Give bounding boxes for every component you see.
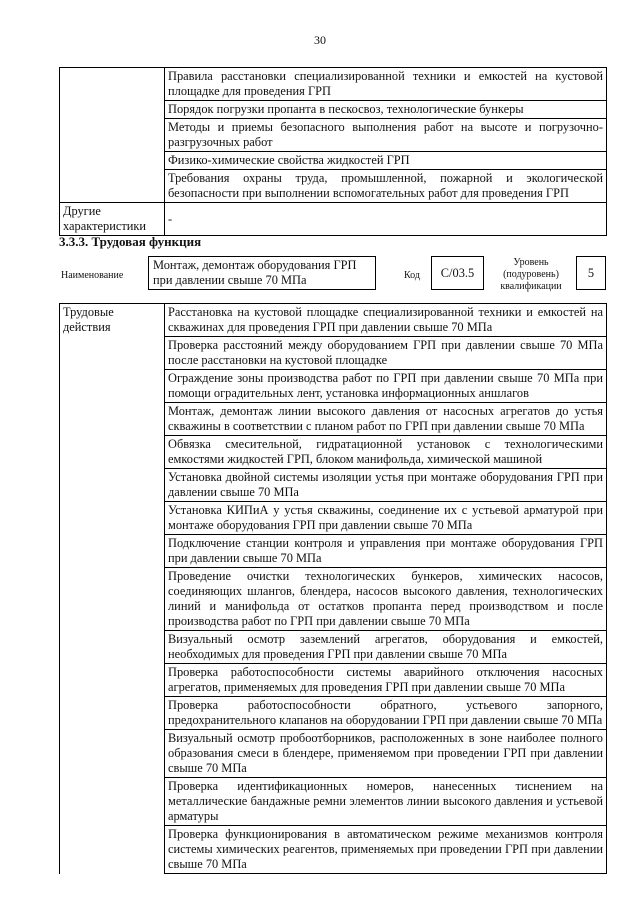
labor-action-item: Подключение станции контроля и управления при монтаже оборудования ГРП при давлении свыше 70 МПа [165, 535, 607, 568]
knowledge-item: Методы и приемы безопасного выполнения работ на высоте и погрузочно-разгрузочных работ [165, 119, 607, 152]
qualification-level-label: Уровень (подуровень) квалификации [500, 257, 562, 292]
labor-action-item: Ограждение зоны производства работ по ГРП при давлении свыше 70 МПа при помощи оградительных лент, установка информационных аншлагов [165, 370, 607, 403]
knowledge-item: Требования охраны труда, промышленной, пожарной и экологической безопасности при выполнении вспомогательных работ для проведения ГРП [165, 170, 607, 203]
labor-action-item: Визуальный осмотр пробоотборников, расположенных в зоне наиболее полного образования смеси в блендере, применяемом при проведении ГРП при давлении свыше 70 МПа [165, 730, 607, 778]
labor-actions-label: Трудовые действия [60, 304, 165, 874]
function-name-label: Наименование [61, 270, 124, 281]
knowledge-label-cell [60, 68, 165, 203]
table-row [60, 203, 607, 236]
qualification-level-value: 5 [576, 256, 606, 290]
knowledge-item: Правила расстановки специализированной техники и емкостей на кустовой площадке для проведения ГРП [165, 68, 607, 101]
code-value: С/03.5 [431, 256, 484, 290]
knowledge-item: Физико-химические свойства жидкостей ГРП [165, 152, 607, 170]
labor-action-item: Проведение очистки технологических бункеров, химических насосов, соединяющих шлангов, блендера, насосов высокого давления, технологических линий и манифольда от остатков пропанта перед производством и после производства работ по ГРП при давлении свыше 70 МПа [165, 568, 607, 631]
table-row [60, 304, 607, 337]
code-label: Код [404, 270, 420, 281]
other-characteristics-label: Другие характеристики [60, 203, 165, 236]
labor-action-item: Установка КИПиА у устья скважины, соединение их с устьевой арматурой при монтаже оборудования ГРП при давлении свыше 70 МПа [165, 502, 607, 535]
labor-actions-table [59, 303, 607, 874]
labor-action-item: Монтаж, демонтаж линии высокого давления от насосных агрегатов до устья скважины в соответствии с планом работ по ГРП при давлении свыше 70 МПа [165, 403, 607, 436]
labor-action-item: Проверка функционирования в автоматическом режиме механизмов контроля системы химических реагентов, применяемых при проведении ГРП при давлении свыше 70 МПа [165, 826, 607, 874]
labor-action-item: Проверка работоспособности обратного, устьевого запорного, предохранительного клапанов на оборудовании ГРП при давлении свыше 70 МПа [165, 697, 607, 730]
table-row [60, 68, 607, 101]
knowledge-item: Порядок погрузки пропанта в пескосвоз, технологические бункеры [165, 101, 607, 119]
other-characteristics-value: - [165, 203, 607, 236]
labor-action-item: Проверка расстояний между оборудованием ГРП при давлении свыше 70 МПа после расстановки на кустовой площадке [165, 337, 607, 370]
labor-action-item: Проверка идентификационных номеров, нанесенных тиснением на металлические бандажные ремни элементов линии высокого давления и устьевой арматуры [165, 778, 607, 826]
labor-action-item: Установка двойной системы изоляции устья при монтаже оборудования ГРП при давлении свыше 70 МПа [165, 469, 607, 502]
labor-action-item: Обвязка смесительной, гидратационной установок с технологическими емкостями жидкостей ГРП, блоком манифольда, химической машиной [165, 436, 607, 469]
function-name-value: Монтаж, демонтаж оборудования ГРП при давлении свыше 70 МПа [148, 256, 376, 290]
page-number: 30 [314, 33, 326, 47]
knowledge-table [59, 67, 607, 236]
section-heading: 3.3.3. Трудовая функция [59, 234, 202, 249]
labor-action-item: Проверка работоспособности системы аварийного отключения насосных агрегатов, применяемых для проведения ГРП при давлении свыше 70 МПа [165, 664, 607, 697]
labor-action-item: Визуальный осмотр заземлений агрегатов, оборудования и емкостей, необходимых для проведения ГРП при давлении свыше 70 МПа [165, 631, 607, 664]
labor-action-item: Расстановка на кустовой площадке специализированной техники и емкостей на скважинах для проведения ГРП при давлении свыше 70 МПа [165, 304, 607, 337]
